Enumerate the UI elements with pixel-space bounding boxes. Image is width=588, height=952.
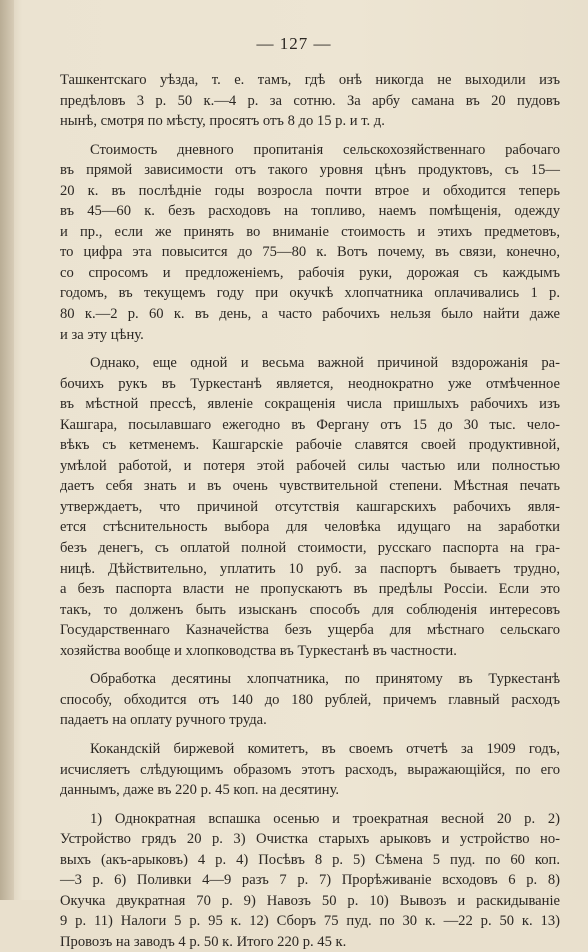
text-line: умѣлой работой, и потеря этой рабочей силы частью или полностью: [60, 457, 560, 474]
text-line: 1) Однократная вспашка осенью и троекратная весной 20 р. 2): [90, 810, 560, 827]
text-line: даннымъ, даже въ 220 р. 45 коп. на десятину.: [60, 782, 340, 799]
text-line: Обработка десятины хлопчатника, по принятому въ Туркестанѣ: [90, 671, 560, 688]
page-number: — 127 —: [256, 34, 332, 53]
paragraph: [60, 669, 560, 731]
page-gutter-shadow: [0, 0, 14, 900]
text-line: безъ денегъ, съ оплатой полной стоимости, русскаго паспорта на гра-: [60, 540, 560, 557]
text-line: въ мѣстной прессѣ, явленіе сокращенія числа пришлыхъ рабочихъ изъ: [60, 396, 560, 413]
text-line: бочихъ рукъ въ Туркестанѣ является, неоднократно уже отмѣченное: [60, 375, 560, 392]
text-line: въ прямой зависимости отъ такого уровня цѣнъ продуктовъ, съ 15—: [60, 162, 560, 179]
text-line: хозяйства вообще и хлопководства въ Туркестанѣ въ частности.: [60, 642, 457, 659]
text-line: такъ, то долженъ быть изысканъ способъ для соблюденія интересовъ: [60, 601, 560, 618]
text-line: предѣловъ 3 р. 50 к.—4 р. за сотню. За арбу самана въ 20 пудовъ: [60, 92, 560, 109]
text-line: и пр., если же принять во вниманіе стоимость и этихъ предметовъ,: [60, 223, 560, 240]
paragraph: [60, 353, 560, 661]
text-line: и за эту цѣну.: [60, 326, 144, 343]
text-line: Однако, еще одной и весьма важной причиной вздорожанія ра-: [90, 355, 560, 372]
text-line: Государственнаго Казначейства безъ ущерба для мѣстнаго сельскаго: [60, 622, 560, 639]
text-line: 20 к. въ послѣдніе годы возросла почти втрое и обходится теперь: [60, 182, 560, 199]
text-line: исчисляетъ слѣдующимъ образомъ этотъ расходъ, выражающійся, по его: [60, 761, 560, 778]
text-line: выхъ (акъ-арыковъ) 4 р. 4) Посѣвъ 8 р. 5) Сѣмена 5 пуд. по 60 коп.: [60, 851, 560, 868]
text-line: ницѣ. Дѣйствительно, уплатить 10 руб. за паспортъ бываетъ трудно,: [60, 560, 560, 577]
text-line: Кокандскій биржевой комитетъ, въ своемъ отчетѣ за 1909 годъ,: [90, 740, 560, 757]
text-line: падаетъ на оплату ручного труда.: [60, 712, 267, 729]
text-line: 9 р. 11) Налоги 5 р. 95 к. 12) Сборъ 75 пуд. по 30 к. —22 р. 50 к. 13): [60, 913, 560, 930]
text-line: утверждаетъ, что причиной отсутствія кашгарскихъ рабочихъ явля-: [60, 498, 560, 515]
text-line: способу, обходится отъ 140 до 180 рублей, причемъ главный расходъ: [60, 691, 560, 708]
text-line: Ташкентскаго уѣзда, т. е. тамъ, гдѣ онѣ никогда не выходили изъ: [60, 72, 560, 88]
text-line: Стоимость дневного пропитанія сельскохозяйственнаго рабочаго: [90, 141, 560, 158]
text-line: Провозъ на заводъ 4 р. 50 к. Итого 220 р. 45 к.: [60, 933, 347, 950]
text-line: вѣкъ съ кетменемъ. Кашгарскіе рабочіе славятся своей продуктивной,: [60, 437, 560, 454]
paragraph: [60, 70, 560, 132]
text-line: Кашгара, посылавшаго ежегодно въ Фергану отъ 15 до 30 тыс. чело-: [60, 416, 560, 433]
text-line: нынѣ, смотря по мѣсту, просятъ отъ 8 до 15 р. и т. д.: [60, 113, 385, 130]
text-line: ется стѣснительность выбора для человѣка идущаго на заработки: [60, 519, 560, 536]
text-line: а безъ паспорта власти не пропускаютъ въ предѣлы Россіи. Если это: [60, 581, 560, 598]
text-line: Устройство грядъ 20 р. 3) Очистка старыхъ арыковъ и устройство но-: [60, 831, 560, 848]
text-line: даетъ себя знать и въ очень чувствительной степени. Мѣстная печать: [60, 478, 560, 495]
text-line: 80 к.—2 р. 60 к. въ день, а часто рабочихъ нельзя было найти даже: [60, 306, 560, 323]
text-line: Окучка двукратная 70 р. 9) Навозъ 50 р. 10) Вывозъ и раскидываніе: [60, 892, 560, 909]
body-text: [60, 70, 560, 952]
text-line: въ 45—60 к. безъ расходовъ на топливо, наемъ помѣщенія, одежду: [60, 203, 560, 220]
text-line: годомъ, въ текущемъ году при окучкѣ хлопчатника оплачивались 1 р.: [60, 285, 560, 302]
text-line: со спросомъ и предложеніемъ, рабочія руки, дорожая съ каждымъ: [60, 264, 560, 281]
text-line: то цифра эта повысится до 75—80 к. Вотъ почему, въ связи, конечно,: [60, 244, 560, 261]
text-line: —3 р. 6) Поливки 4—9 разъ 7 р. 7) Прорѣживаніе всходовъ 6 р. 8): [60, 872, 560, 889]
paragraph: [60, 140, 560, 345]
paragraph: [60, 739, 560, 801]
paragraph: [60, 809, 560, 952]
